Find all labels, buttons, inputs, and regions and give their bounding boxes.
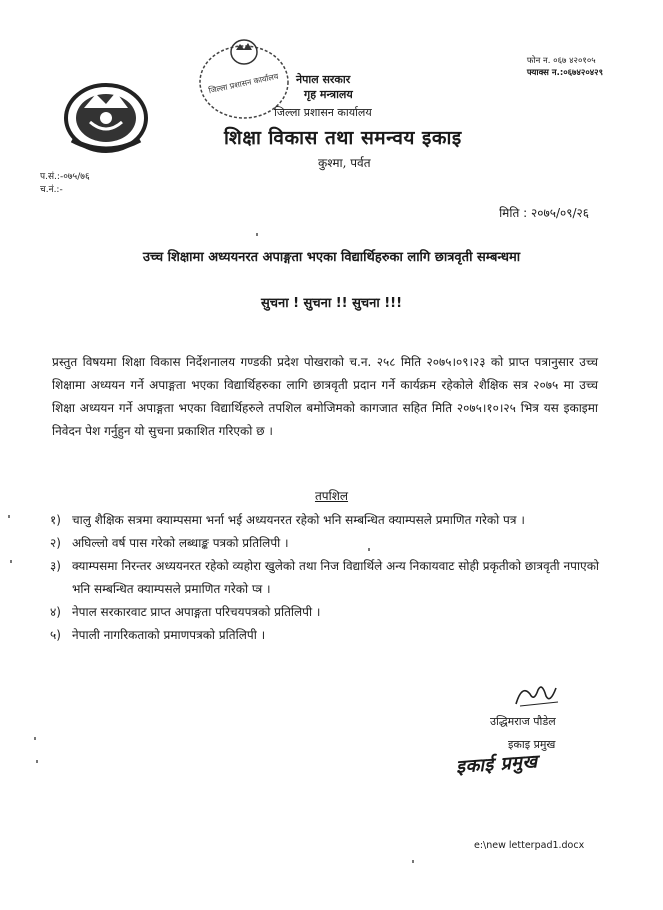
seal-text: जिल्ला प्रशासन कार्यालय <box>207 71 280 96</box>
file-path: e:\new letterpad1.docx <box>474 840 585 851</box>
dispatch-number: च.नं.:- <box>40 185 63 195</box>
notice-heading: सुचना ! सुचना !! सुचना !!! <box>260 296 403 311</box>
handwritten-signature <box>512 680 562 710</box>
scan-speck <box>8 515 10 518</box>
government-ministry <box>296 72 353 102</box>
government-name: नेपाल सरकार <box>296 73 351 86</box>
nepal-government-emblem <box>62 78 150 156</box>
title-stamp: इकाई प्रमुख <box>455 751 539 778</box>
body-paragraph: प्रस्तुत विषयमा शिक्षा विकास निर्देशनालय गण्डकी प्रदेश पोखराको च.न. २५८ मिति २०७५।०९।२३ को प्राप्त पत्रानुसार उच्च शिक्षामा अध्ययन गर्ने अपाङ्गता भएका विद्यार्थिहरुका लागि छात्रवृती प्रदान गर्ने कार्यक्रम रहेकोले शैक्षिक सत्र २०७५ मा उच्च शिक्षा अध्ययन गर्ने अपाङ्गता भएका विद्यार्थिहरुले तपशिल बमोजिमको कागजात सहित मिति २०७५।१०।२५ भित्र यस इकाइमा निवेदन पेश गर्नुहुन यो सुचना प्रकाशित गरिएको छ । <box>52 355 598 438</box>
list-item: २) अघिल्लो वर्ष पास गरेको लब्धाङ्क पत्रको प्रतिलिपी । <box>50 536 289 550</box>
place-name: कुश्मा, पर्वत <box>318 156 371 170</box>
annex-title: तपशिल <box>314 489 349 503</box>
letter-subject: उच्च शिक्षामा अध्ययनरत अपाङ्गता भएका विद्यार्थिहरुका लागि छात्रवृती सम्बन्धमा <box>142 250 521 265</box>
list-item: १) चालु शैक्षिक सत्रमा क्याम्पसमा भर्ना भई अध्ययनरत रहेको भनि सम्बन्धित क्याम्पसले प्रमाणित गरेको पत्र । <box>50 513 525 527</box>
scan-speck <box>256 233 258 236</box>
scan-speck <box>10 560 12 563</box>
contact-block <box>527 55 603 79</box>
list-item: ३) क्याम्पसमा निरन्तर अध्ययनरत रहेको व्यहोरा खुलेको तथा निज विद्यार्थिले अन्य निकायवाट सोही प्रकृतीको छात्रवृती नपाएको भनि सम्बन्धित क्याम्पसले प्रमाणित गरेको प्त्र । <box>50 559 600 596</box>
reference-block <box>40 171 90 197</box>
unit-name: शिक्षा विकास तथा समन्वय इकाइ <box>224 127 462 149</box>
letter-date: मिति : २०७५/०९/२६ <box>499 206 589 220</box>
list-item: ५) नेपाली नागरिकताको प्रमाणपत्रको प्रतिलिपी । <box>50 628 266 642</box>
scan-speck <box>34 737 36 740</box>
scan-speck <box>368 548 370 551</box>
phone-number: फोन न. ०६७ ४२०१०५ <box>526 56 596 66</box>
signatory-name: उद्धिमराज पौडेल <box>490 715 556 728</box>
office-name: जिल्ला प्रशासन कार्यालय <box>274 106 372 119</box>
scan-speck <box>412 860 414 863</box>
scan-speck <box>36 760 38 763</box>
signatory-title: इकाइ प्रमुख <box>508 738 556 751</box>
list-item: ४) नेपाल सरकारवाट प्राप्त अपाङ्गता परिचयपत्रको प्रतिलिपी । <box>50 605 321 619</box>
annex-list <box>50 509 610 647</box>
reference-number: प.सं.:-०७५/७६ <box>40 172 90 182</box>
ministry-name: गृह मन्त्रालय <box>304 88 353 101</box>
fax-number: फ्याक्स न.:०६७४२०४२९ <box>526 68 603 78</box>
